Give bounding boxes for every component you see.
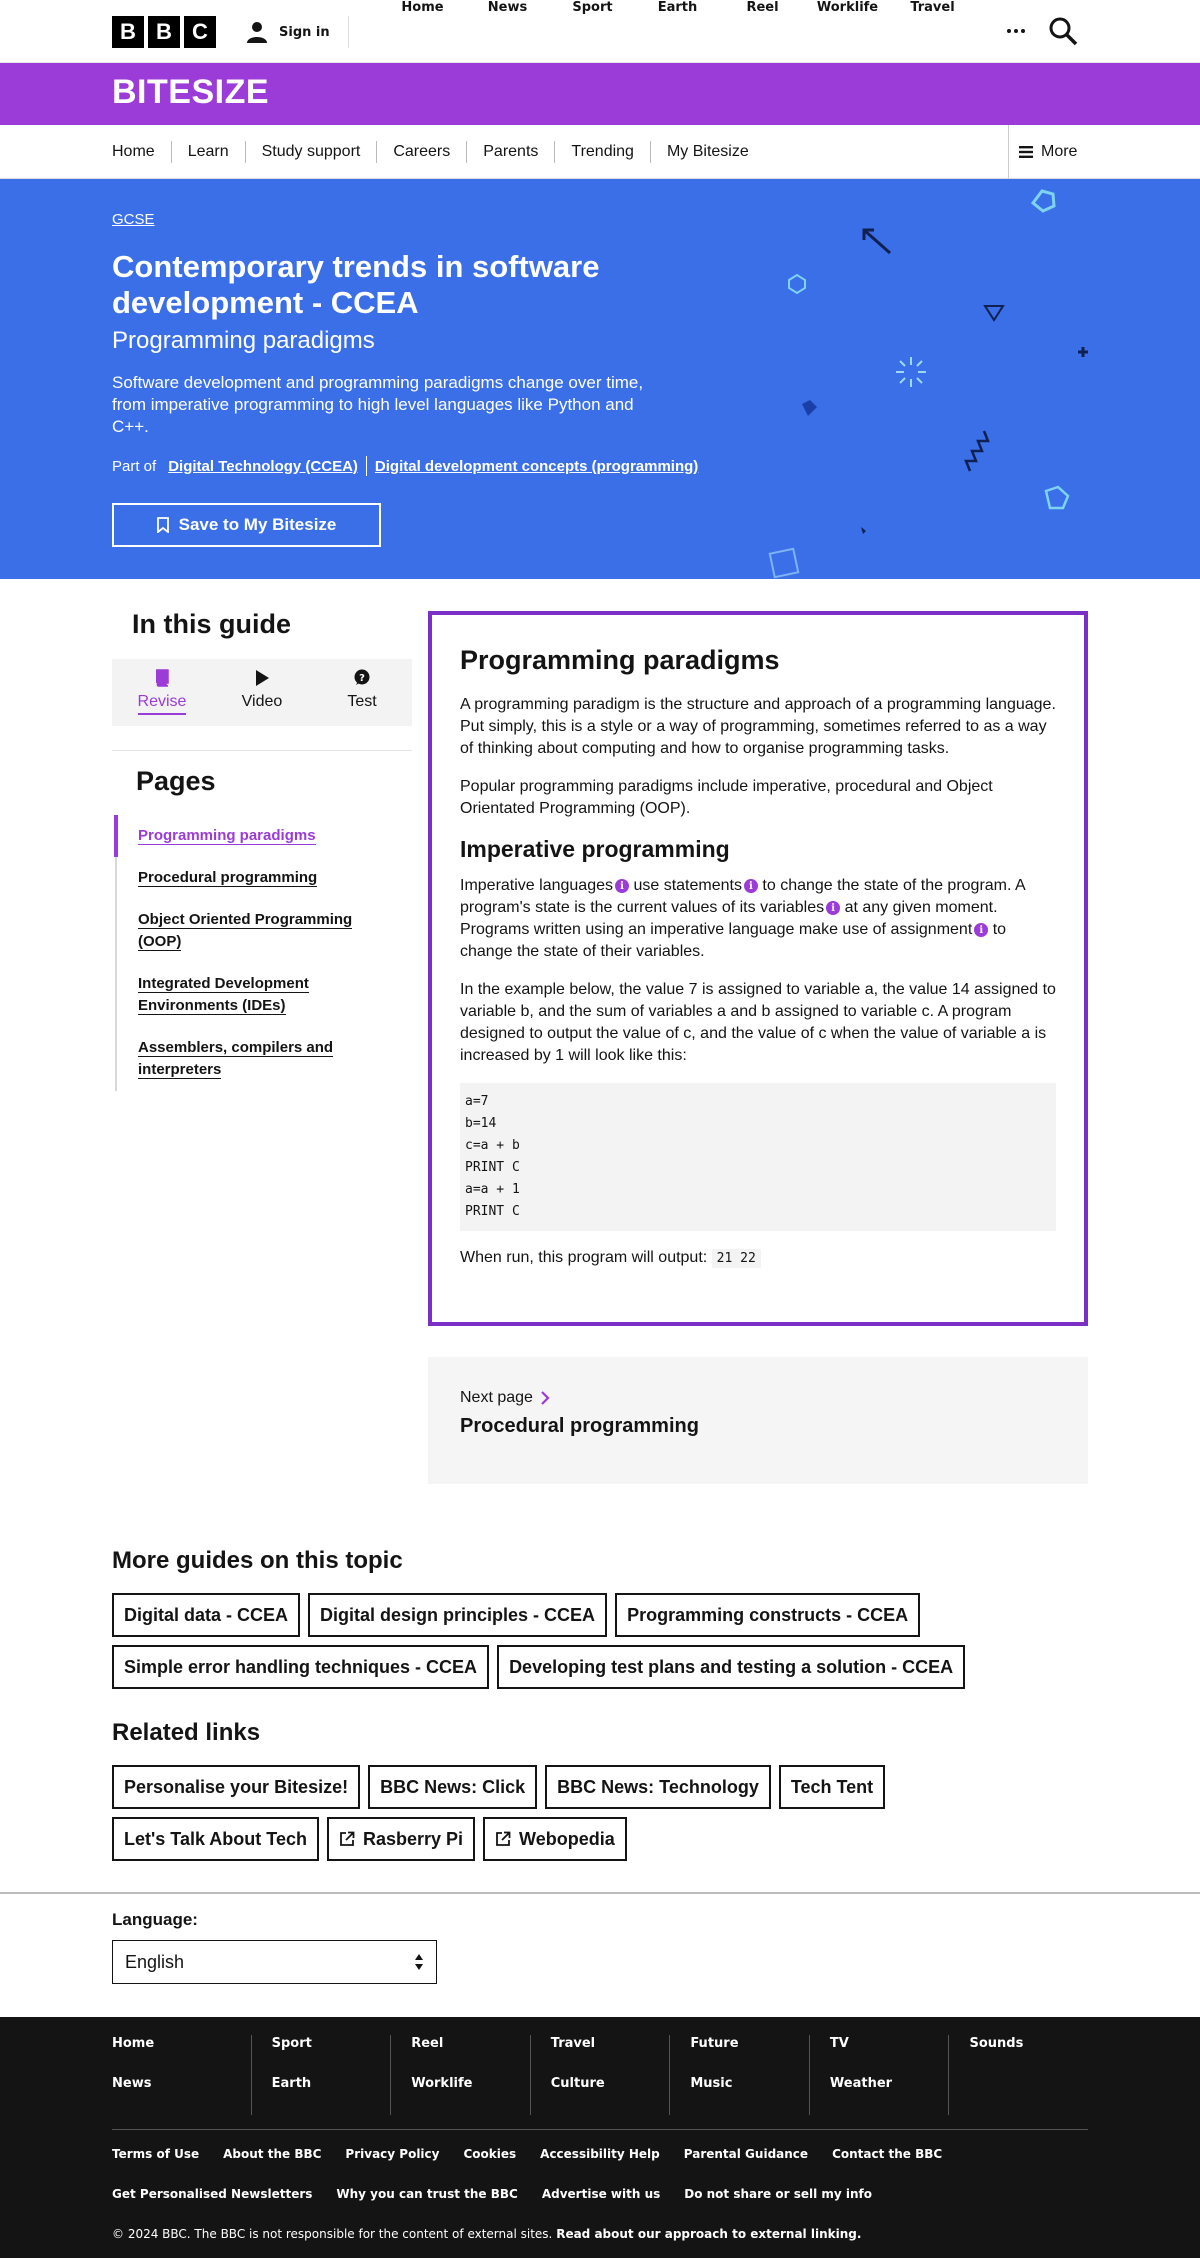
global-nav bbox=[380, 0, 975, 63]
page-subtitle: Programming paradigms bbox=[112, 327, 375, 354]
signin-button[interactable] bbox=[245, 16, 349, 48]
next-page-label: Next page bbox=[460, 1389, 1056, 1407]
decorative-shapes-illustration bbox=[760, 179, 1200, 579]
article-paragraph: A programming paradigm is the structure and approach of a programming language. Put simply, this is a style or a way of programming, sometimes referred to as a way of thinking about computing and how to organise programming tasks. bbox=[460, 696, 1056, 757]
footer-link[interactable]: Advertise with us bbox=[541, 2187, 661, 2201]
footer-link[interactable]: Terms of Use bbox=[112, 2147, 200, 2161]
footer-links-row bbox=[112, 2187, 1088, 2201]
guide-link[interactable]: Simple error handling techniques - CCEA bbox=[112, 1645, 489, 1689]
footer-nav-link[interactable]: Future bbox=[690, 2036, 739, 2051]
divider bbox=[366, 456, 367, 476]
signin-label: Sign in bbox=[279, 24, 330, 40]
footer-link[interactable]: Parental Guidance bbox=[683, 2147, 809, 2161]
footer-nav-link[interactable]: News bbox=[112, 2076, 152, 2091]
global-header bbox=[0, 0, 1200, 63]
language-value: English bbox=[125, 1951, 185, 1972]
secnav-learn[interactable]: Learn bbox=[171, 141, 245, 163]
user-icon bbox=[245, 20, 269, 44]
bookmark-icon bbox=[157, 517, 169, 533]
info-icon: i bbox=[974, 923, 988, 937]
footer-link[interactable]: Privacy Policy bbox=[345, 2147, 440, 2161]
footer-nav-link[interactable]: Culture bbox=[550, 2076, 605, 2091]
article-paragraph: Imperative languages i use statements i to change the state of the program. A program's state is the current values of its variables i at any given moment. Programs written using an imperative language make use of assignment i to change the state of their variables. bbox=[460, 877, 1025, 960]
output-code: 21 22 bbox=[712, 1249, 761, 1268]
info-icon: i bbox=[744, 879, 758, 893]
related-links-heading: Related links bbox=[112, 1719, 261, 1746]
footer-link[interactable]: Why you can trust the BBC bbox=[336, 2187, 518, 2201]
global-nav-earth[interactable]: Earth bbox=[657, 0, 698, 15]
secnav-study-support[interactable]: Study support bbox=[245, 141, 377, 163]
footer-link[interactable]: About the BBC bbox=[223, 2147, 322, 2161]
next-page-title: Procedural programming bbox=[460, 1415, 699, 1437]
language-select[interactable] bbox=[112, 1940, 437, 1984]
bbc-logo-letter: B bbox=[148, 16, 180, 48]
secnav-home[interactable]: Home bbox=[112, 143, 155, 160]
page-link-assemblers[interactable]: Assemblers, compilers and interpreters bbox=[138, 1039, 334, 1078]
external-link-icon bbox=[495, 1831, 511, 1847]
article-card bbox=[428, 611, 1088, 1326]
copyright: © 2024 BBC. The BBC is not responsible for the content of external sites. Read about our approach to external linking. bbox=[112, 2227, 862, 2241]
guide-tabs bbox=[112, 659, 412, 726]
footer-link[interactable]: Get Personalised Newsletters bbox=[112, 2187, 313, 2201]
page-link-ides[interactable]: Integrated Development Environments (IDEs) bbox=[138, 975, 309, 1014]
guide-link[interactable]: Programming constructs - CCEA bbox=[615, 1593, 920, 1637]
glossary-term[interactable]: variables i bbox=[760, 897, 840, 919]
secnav-trending[interactable]: Trending bbox=[554, 141, 650, 163]
hamburger-icon bbox=[1019, 145, 1033, 159]
save-to-my-bitesize-button[interactable] bbox=[112, 503, 381, 547]
footer-nav-link[interactable]: Travel bbox=[550, 2036, 596, 2051]
bitesize-logo[interactable]: BITESIZE bbox=[112, 73, 270, 111]
tab-revise-label: Revise bbox=[138, 693, 187, 715]
global-nav-reel[interactable]: Reel bbox=[746, 0, 779, 15]
part-of bbox=[112, 456, 698, 476]
page-description: Software development and programming paradigms change over time, from imperative programming to high level languages like Python and C++. bbox=[112, 373, 644, 436]
next-page-link[interactable] bbox=[428, 1357, 1088, 1484]
info-icon: i bbox=[615, 879, 629, 893]
page-link-procedural-programming[interactable]: Procedural programming bbox=[138, 869, 318, 886]
secnav-careers[interactable]: Careers bbox=[376, 141, 466, 163]
glossary-term[interactable]: Imperative languages i bbox=[460, 875, 629, 897]
footer-nav-link[interactable]: Weather bbox=[829, 2076, 893, 2091]
page-title: Contemporary trends in software development - CCEA bbox=[112, 249, 600, 320]
guide-link[interactable]: Digital data - CCEA bbox=[112, 1593, 300, 1637]
divider bbox=[112, 2129, 1088, 2130]
glossary-term[interactable]: assignment i bbox=[890, 919, 988, 941]
section-nav bbox=[0, 125, 1200, 179]
part-of-link-topic[interactable]: Digital development concepts (programming) bbox=[374, 457, 699, 475]
page-link-oop[interactable]: Object Oriented Programming (OOP) bbox=[138, 911, 353, 950]
bbc-logo-letter: C bbox=[184, 16, 216, 48]
footer-link[interactable]: Accessibility Help bbox=[540, 2147, 660, 2161]
external-linking-link[interactable]: Read about our approach to external linking. bbox=[556, 2227, 862, 2241]
global-nav-news[interactable]: News bbox=[487, 0, 528, 15]
tab-video[interactable] bbox=[212, 659, 312, 726]
footer-nav-link[interactable]: Worklife bbox=[411, 2076, 473, 2091]
save-label: Save to My Bitesize bbox=[178, 515, 337, 534]
in-this-guide-heading: In this guide bbox=[132, 609, 291, 639]
bitesize-banner bbox=[0, 63, 1200, 125]
footer-nav-link[interactable]: Music bbox=[690, 2076, 733, 2091]
footer-nav bbox=[112, 2035, 1088, 2115]
secnav-parents[interactable]: Parents bbox=[466, 141, 554, 163]
page-link-programming-paradigms[interactable]: Programming paradigms bbox=[117, 815, 375, 857]
breadcrumb-gcse[interactable]: GCSE bbox=[112, 211, 155, 228]
global-nav-travel[interactable]: Travel bbox=[910, 0, 955, 15]
external-link-icon bbox=[339, 1831, 355, 1847]
guide-link[interactable]: Developing test plans and testing a solution - CCEA bbox=[497, 1645, 965, 1689]
related-link[interactable]: BBC News: Technology bbox=[545, 1765, 771, 1809]
hero-banner bbox=[0, 179, 1200, 579]
footer-nav-link[interactable]: Earth bbox=[271, 2076, 312, 2091]
language-label: Language: bbox=[112, 1910, 198, 1929]
chevron-right-icon bbox=[541, 1391, 550, 1405]
guide-link[interactable]: Digital design principles - CCEA bbox=[308, 1593, 607, 1637]
external-link[interactable]: Rasberry Pi bbox=[327, 1817, 475, 1861]
more-guides-list bbox=[112, 1593, 1092, 1689]
footer-link[interactable]: Cookies bbox=[463, 2147, 517, 2161]
article-heading: Programming paradigms bbox=[460, 645, 780, 675]
footer-links-row bbox=[112, 2147, 1088, 2161]
tab-video-label: Video bbox=[241, 693, 283, 710]
code-block: a=7 b=14 c=a + b PRINT C a=a + 1 PRINT C bbox=[460, 1083, 1056, 1231]
global-nav-worklife[interactable]: Worklife bbox=[816, 0, 879, 15]
svg-text:?: ? bbox=[359, 673, 365, 684]
global-nav-home[interactable]: Home bbox=[401, 0, 444, 15]
part-of-label: Part of bbox=[112, 457, 157, 475]
secnav-more-button[interactable] bbox=[1008, 125, 1200, 179]
tab-revise[interactable] bbox=[112, 659, 212, 726]
section-heading: Imperative programming bbox=[460, 836, 730, 862]
info-icon: i bbox=[826, 901, 840, 915]
related-link[interactable]: BBC News: Click bbox=[368, 1765, 537, 1809]
article-paragraph: In the example below, the value 7 is assigned to variable a, the value 14 assigned to variable b, and the sum of variables a and b assigned to variable c. A program designed to output the value of c, and the value of c when the value of variable a is increased by 1 will look like this: bbox=[460, 981, 1056, 1064]
footer-nav-link[interactable]: Reel bbox=[411, 2036, 444, 2051]
tab-test[interactable] bbox=[312, 659, 412, 726]
search-icon[interactable] bbox=[1048, 16, 1078, 46]
pages-list bbox=[115, 815, 375, 1091]
divider bbox=[0, 1892, 1200, 1894]
global-footer bbox=[0, 2017, 1200, 2258]
footer-nav-link[interactable]: Sounds bbox=[969, 2036, 1024, 2051]
related-link[interactable]: Personalise your Bitesize! bbox=[112, 1765, 360, 1809]
related-link[interactable]: Tech Tent bbox=[779, 1765, 885, 1809]
footer-nav-link[interactable]: Sport bbox=[271, 2036, 312, 2051]
tab-test-label: Test bbox=[347, 693, 377, 710]
related-link[interactable]: Let's Talk About Tech bbox=[112, 1817, 319, 1861]
select-arrows-icon bbox=[414, 1953, 424, 1971]
divider bbox=[112, 750, 412, 751]
global-nav-sport[interactable]: Sport bbox=[572, 0, 613, 15]
secnav-more-label: More bbox=[1041, 143, 1078, 160]
footer-link[interactable]: Contact the BBC bbox=[832, 2147, 943, 2161]
footer-nav-link[interactable]: Home bbox=[112, 2036, 155, 2051]
question-bubble-icon bbox=[353, 669, 371, 687]
play-icon bbox=[254, 669, 270, 687]
related-links-list bbox=[112, 1765, 1092, 1861]
secnav-my-bitesize[interactable]: My Bitesize bbox=[650, 141, 765, 163]
output-line: When run, this program will output: 21 22 bbox=[460, 1247, 1056, 1269]
part-of-link-subject[interactable]: Digital Technology (CCEA) bbox=[168, 457, 358, 475]
external-link[interactable]: Webopedia bbox=[483, 1817, 627, 1861]
more-guides-heading: More guides on this topic bbox=[112, 1547, 403, 1574]
article-paragraph: Popular programming paradigms include imperative, procedural and Object Orientated Programming (OOP). bbox=[460, 778, 993, 817]
footer-nav-link[interactable]: TV bbox=[829, 2036, 849, 2051]
footer-link[interactable]: Do not share or sell my info bbox=[684, 2187, 873, 2201]
bbc-logo-letter: B bbox=[112, 16, 144, 48]
bbc-logo[interactable] bbox=[112, 16, 216, 48]
glossary-term[interactable]: statements i bbox=[664, 875, 758, 897]
pages-heading: Pages bbox=[136, 766, 216, 796]
book-icon bbox=[154, 669, 170, 687]
more-menu-button[interactable] bbox=[1003, 16, 1029, 46]
